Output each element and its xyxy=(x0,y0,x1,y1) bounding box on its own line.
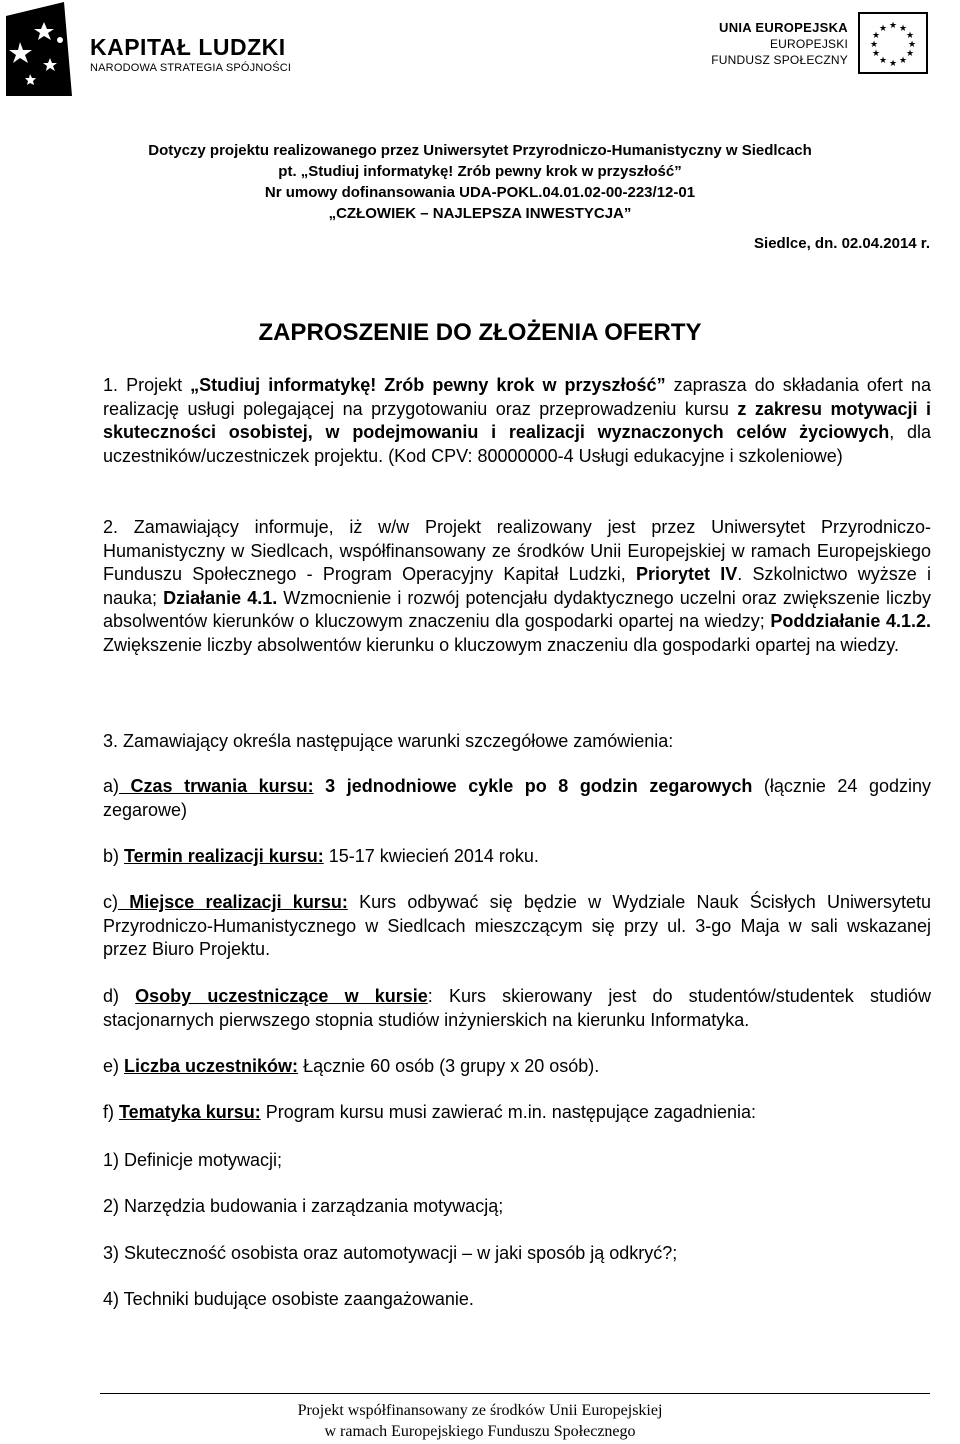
p2-text1: 2. Zamawiający informuje, iż w/w Projekt realizowany jest przez Uniwersytet Przyrodniczo-Humanistyczny w Siedlcach, współfinansowany ze środków Unii Europejskiej w ramach Europejskiego Funduszu Społecznego - Program Operacyjny Kapitał Ludzki, xyxy=(103,517,931,584)
topic-item: 2) Narzędzia budowania i zarządzania motywacją; xyxy=(103,1196,504,1216)
svg-text:★: ★ xyxy=(905,49,915,59)
condition-c xyxy=(103,891,931,962)
p1-text2: zaprasza do składania ofert na realizację usługi polegającej na przygotowaniu oraz przeprowadzeniu kursu xyxy=(103,375,932,419)
condition-c-label: Miejsce realizacji kursu: xyxy=(118,892,348,912)
condition-c-text: Kurs odbywać się będzie w Wydziale Nauk Ścisłych Uniwersytetu Przyrodniczo-Humanistycznego w Siedlcach mieszczącym się przy ul. 3-go Maja w sali wskazanej przez Biuro Projektu. xyxy=(103,892,932,959)
p1-text1: 1. Projekt xyxy=(103,375,191,395)
svg-text:★: ★ xyxy=(898,56,908,66)
condition-e-text: Łącznie 60 osób (3 grupy x 20 osób). xyxy=(298,1056,600,1076)
svg-text:★: ★ xyxy=(907,40,917,50)
p2-measure: Działanie 4.1. xyxy=(163,587,278,608)
document-title: ZAPROSZENIE DO ZŁOŻENIA OFERTY xyxy=(258,319,702,346)
condition-f-text: Program kursu musi zawierać m.in. następujące zagadnienia: xyxy=(260,1102,756,1122)
paragraph-3: 3. Zamawiający określa następujące warunki szczegółowe zamówienia: xyxy=(103,731,674,751)
svg-text:★: ★ xyxy=(871,31,881,41)
svg-text:★: ★ xyxy=(878,56,888,66)
condition-d xyxy=(103,985,931,1032)
footer-line2: w ramach Europejskiego Funduszu Społecznego xyxy=(324,1423,636,1440)
condition-f-prefix: f) xyxy=(103,1102,119,1122)
condition-d-prefix: d) xyxy=(103,986,136,1006)
p1-text3: , dla uczestników/uczestniczek projektu. (Kod CPV: 80000000-4 Usługi edukacyjne i szkoleniowe) xyxy=(103,422,931,466)
kapital-ludzki-logo xyxy=(6,2,296,98)
eu-logo-line3: FUNDUSZ SPOŁECZNY xyxy=(711,53,848,67)
condition-a-text: (łącznie 24 godziny zegarowe) xyxy=(103,776,932,820)
project-header xyxy=(0,140,960,224)
condition-b-prefix: b) xyxy=(103,846,125,866)
condition-e xyxy=(103,1055,931,1079)
header-line2: pt. „Studiuj informatykę! Zrób pewny krok w przyszłość” xyxy=(278,163,682,180)
kapital-ludzki-subtitle: NARODOWA STRATEGIA SPÓJNOŚCI xyxy=(90,62,292,74)
header-line3: Nr umowy dofinansowania UDA-POKL.04.01.02-00-223/12-01 xyxy=(264,184,696,201)
footer-line1: Projekt współfinansowany ze środków Unii Europejskiej xyxy=(297,1402,663,1419)
topic-item: 1) Definicje motywacji; xyxy=(103,1150,283,1170)
svg-text:★: ★ xyxy=(871,49,881,59)
eu-flag-icon xyxy=(858,12,928,74)
condition-a-label: Czas trwania kursu: xyxy=(119,776,314,796)
kapital-ludzki-title: KAPITAŁ LUDZKI xyxy=(90,34,286,60)
footer xyxy=(0,1400,960,1442)
svg-text:★: ★ xyxy=(898,24,908,34)
header-line1: Dotyczy projektu realizowanego przez Uniwersytet Przyrodniczo-Humanistyczny w Siedlcach xyxy=(148,142,812,159)
svg-text:★: ★ xyxy=(888,59,898,69)
p2-text2: . Szkolnictwo wyższe i nauka; xyxy=(103,564,931,608)
condition-e-prefix: e) xyxy=(103,1056,125,1076)
p1-course-scope: z zakresu motywacji i skuteczności osobistej, w podejmowaniu i realizacji wyznaczonych celów życiowych xyxy=(103,398,931,442)
p2-submeasure: Poddziałanie 4.1.2. xyxy=(770,611,932,631)
condition-c-prefix: c) xyxy=(103,892,118,912)
condition-b xyxy=(103,845,931,869)
p2-text3: Wzmocnienie i rozwój potencjału dydaktycznego uczelni oraz zwiększenie liczby absolwentów kierunków o kluczowym znaczeniu dla gospodarki opartej na wiedzy; xyxy=(103,587,931,631)
eu-logo xyxy=(700,10,930,82)
kapital-ludzki-emblem-icon xyxy=(6,2,72,96)
p2-text4: Zwiększenie liczby absolwentów kierunku o kluczowym znaczeniu dla gospodarki opartej na wiedzy. xyxy=(103,634,900,655)
svg-text:★: ★ xyxy=(888,21,898,31)
topic-item: 4) Techniki budujące osobiste zaangażowanie. xyxy=(103,1289,474,1309)
svg-text:★: ★ xyxy=(905,31,915,41)
paragraph-2 xyxy=(103,516,931,657)
p1-project-name: „Studiuj informatykę! Zrób pewny krok w przyszłość” xyxy=(190,375,666,395)
condition-e-label: Liczba uczestników: xyxy=(124,1056,299,1076)
eu-logo-line1: UNIA EUROPEJSKA xyxy=(719,20,848,35)
condition-a xyxy=(103,775,931,822)
condition-b-label: Termin realizacji kursu: xyxy=(124,846,324,866)
footer-divider xyxy=(100,1393,930,1394)
condition-d-text: : Kurs skierowany jest do studentów/studentek studiów stacjonarnych pierwszego stopnia studiów inżynierskich na kierunku Informatyka. xyxy=(103,986,931,1030)
paragraph-1 xyxy=(103,374,931,468)
condition-f xyxy=(103,1101,931,1125)
svg-text:★: ★ xyxy=(878,24,888,34)
condition-a-prefix: a) xyxy=(103,776,120,796)
condition-f-label: Tematyka kursu: xyxy=(119,1102,261,1122)
p2-priority: Priorytet IV xyxy=(635,564,738,584)
document-date: Siedlce, dn. 02.04.2014 r. xyxy=(754,235,930,252)
svg-text:★: ★ xyxy=(869,40,879,50)
condition-b-text: 15-17 kwiecień 2014 roku. xyxy=(323,846,539,866)
topic-item: 3) Skuteczność osobista oraz automotywacji – w jaki sposób ją odkryć?; xyxy=(103,1243,678,1263)
condition-a-bold: 3 jednodniowe cykle po 8 godzin zegarowych xyxy=(313,776,753,796)
condition-d-label: Osoby uczestniczące w kursie xyxy=(135,986,428,1006)
header-line4: „CZŁOWIEK – NAJLEPSZA INWESTYCJA” xyxy=(328,205,632,222)
eu-logo-line2: EUROPEJSKI xyxy=(769,37,848,51)
